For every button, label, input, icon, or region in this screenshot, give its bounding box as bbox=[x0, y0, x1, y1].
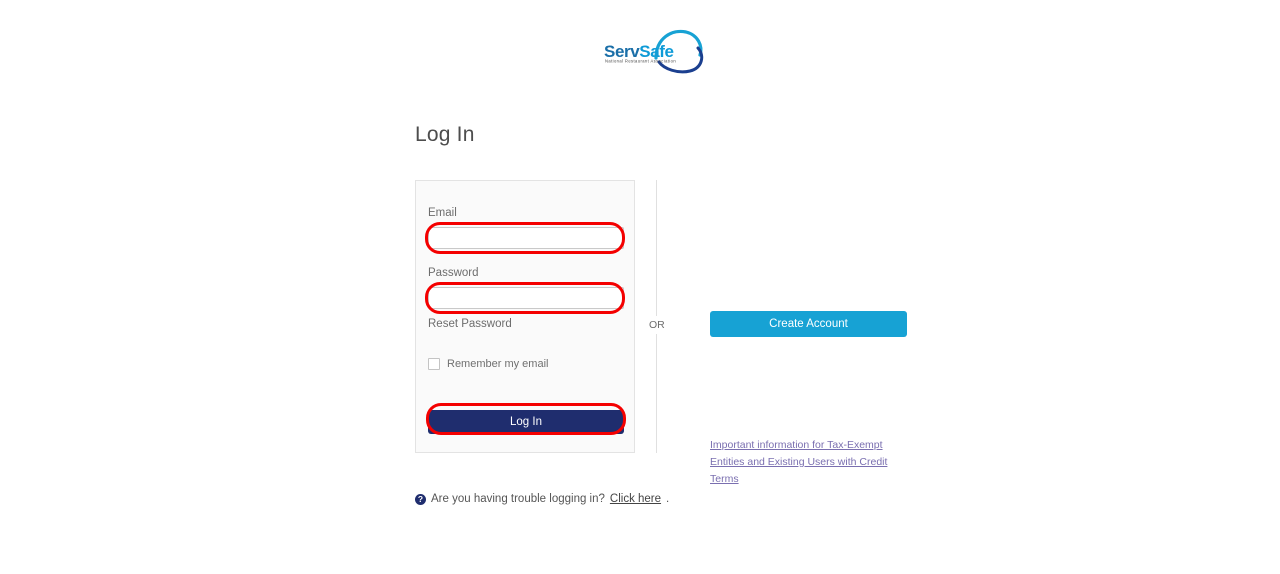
password-input[interactable] bbox=[428, 287, 624, 309]
help-period: . bbox=[666, 493, 670, 505]
help-row bbox=[415, 493, 669, 505]
help-text: Are you having trouble logging in? bbox=[431, 493, 605, 505]
password-label: Password bbox=[428, 267, 479, 279]
page-title: Log In bbox=[415, 123, 475, 146]
logo-safe-text: Safe bbox=[639, 42, 674, 61]
remember-email-row[interactable] bbox=[428, 358, 548, 370]
remember-email-label: Remember my email bbox=[447, 358, 549, 370]
email-label: Email bbox=[428, 207, 457, 219]
or-separator-label: OR bbox=[648, 316, 666, 334]
create-account-button[interactable]: Create Account bbox=[710, 311, 907, 337]
logo-serv-text: Serv bbox=[604, 42, 640, 61]
servsafe-logo bbox=[600, 28, 710, 74]
email-input[interactable] bbox=[428, 227, 624, 249]
question-mark-icon: ? bbox=[415, 494, 426, 505]
logo-subtitle: National Restaurant Association bbox=[605, 59, 677, 64]
help-click-here-link[interactable]: Click here bbox=[609, 493, 662, 505]
tax-exempt-info-link[interactable]: Important information for Tax-Exempt Entities and Existing Users with Credit Terms bbox=[710, 439, 888, 485]
login-card bbox=[415, 180, 635, 453]
reset-password-link[interactable]: Reset Password bbox=[428, 318, 512, 330]
remember-email-checkbox[interactable] bbox=[428, 358, 440, 370]
log-in-button[interactable]: Log In bbox=[428, 410, 624, 434]
